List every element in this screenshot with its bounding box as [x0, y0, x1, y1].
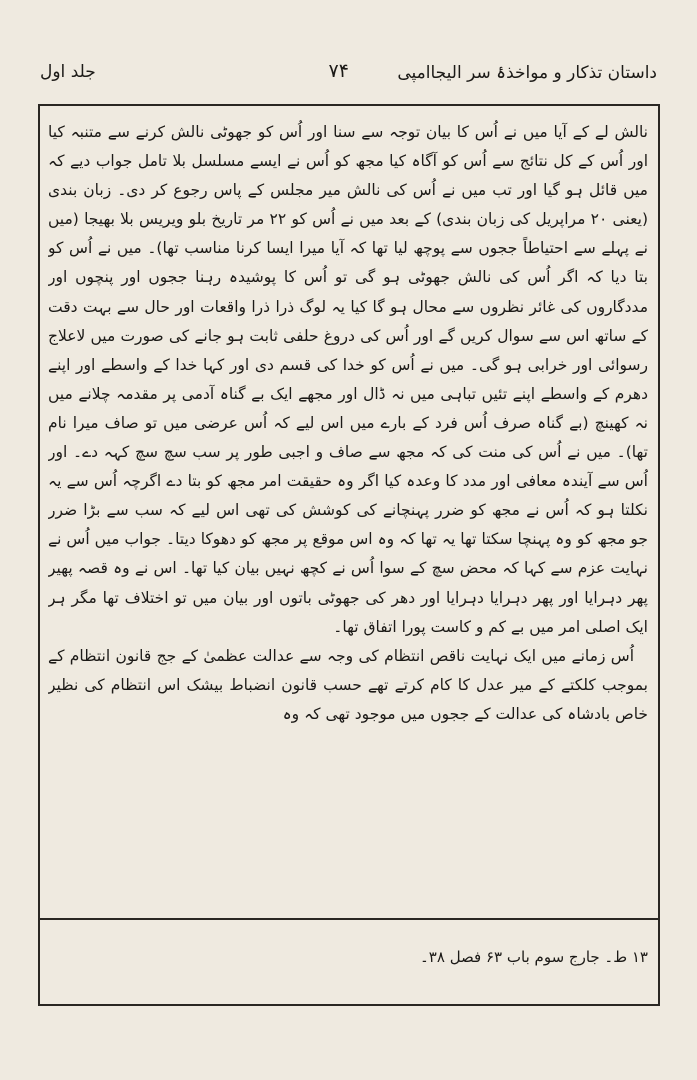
body-text [48, 118, 648, 918]
volume-label: جلد اول [40, 62, 96, 82]
running-title: داستان تذکار و مواخذۂ سر الیجاامپی [397, 63, 657, 83]
footnote: ۱۳ ط۔ جارج سوم باب ۶۳ فصل ۳۸۔ [420, 948, 648, 966]
footnote-divider [40, 918, 658, 920]
page-header [40, 58, 657, 92]
page-number: ۷۴ [328, 60, 349, 82]
paragraph-1: نالش لے کے آیا میں نے اُس کا بیان توجہ سے سنا اور اُس کو جھوٹی نالش کرنے سے متنبہ کیا اور اُس کے کل نتائج سے اُس کو آگاہ کیا مجھ کو اُس نے ایسے مسلسل بلا تامل جواب دیے کہ میں قائل ہو گیا اور تب میں نے اُس کی نالش میر مجلس کے پاس رجوع کر دی۔ زبان بندی (یعنی ۲۰ مراپریل کی زبان بندی) کے بعد میں نے اُس کو ۲۲ مر تاریخ بلو ویریس بلا بھیجا (میں نے پہلے سے احتیاطاً ججوں سے پوچھ لیا تھا کہ آیا میرا ایسا کرنا مناسب تھا)۔ میں نے اُس کو بتا دیا کہ اگر اُس کی نالش جھوٹی ہو گی تو اُس کا پوشیدہ رہنا ججوں اور پنچوں اور مددگاروں کی غائر نظروں سے محال ہو گا کیا یہ لوگ ذرا ذرا واقعات اور حال سے بہت دقت کے ساتھ اس سے سوال کریں گے اور اُس کی دروغ حلفی ثابت ہو جانے کی صورت میں لاعلاج رسوائی اور خرابی ہو گی۔ میں نے اُس کو خدا کی قسم دی اور کہا خدا کے واسطے اور اپنے دھرم کے واسطے اپنے تئیں تباہی میں نہ ڈال اور مجھے ایک بے گناہ آدمی پر مقدمہ چلانے میں نہ کھینچ (بے گناہ صرف اُس فرد کے بارے میں اس لیے کہ اُس عرضی میں تو صاف میرا نام تھا)۔ میں نے اُس کی منت کی کہ مجھ سے صاف و اجبی طور پر سب سچ سچ کہہ دے۔ اور اُس سے آیندہ معافی اور مدد کا وعدہ کیا اگر وہ حقیقت امر مجھ کو بتا دے اگرچہ اُس سے یہ نکلتا ہو کہ اُس نے مجھ کو ضرر پہنچانے کی کوشش کی تھی اس لیے کہ سب سے بڑا ضرر جو مجھ کو وہ پہنچا سکتا تھا یہ تھا کہ وہ اس موقع پر مجھ کو دھوکا دیتا۔ جواب میں اُس نے نہایت عزم سے کہا کہ محض سچ کے سوا اُس نے کچھ نہیں بیان کیا تھا۔ اس نے وہ قصہ پھیر پھر دہرایا اور پھر دہرایا دہرایا اور دھر کی جھوٹی باتوں اور بیان میں تو اختلاف تھا مگر ہر ایک اصلی امر میں بے کم و کاست پورا اتفاق تھا۔ [48, 123, 648, 636]
paragraph-2: اُس زمانے میں ایک نہایت ناقص انتظام کی وجہ سے عدالت عظمیٰ کے جج قانون انتظام کے بموجب کلکتے کے میر عدل کا کام کرتے تھے حسب قانون انضباط بیشک اس انتظام کی نظیر خاص بادشاہ کی عدالت کے ججوں میں موجود تھی کہ وہ [48, 646, 648, 723]
